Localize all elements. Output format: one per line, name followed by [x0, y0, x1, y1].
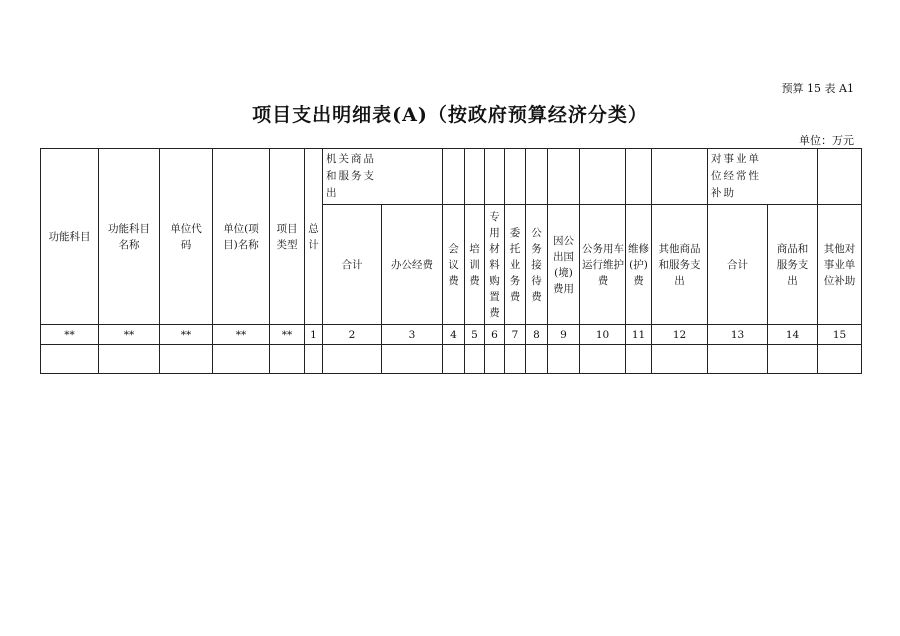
- unit-label: 单位：万元: [799, 134, 854, 147]
- header-group-subsidies: 对事业单位经常性补助: [708, 149, 818, 205]
- header-blank: [443, 149, 465, 205]
- table-cell: [160, 345, 213, 374]
- column-number-cell: 2: [323, 325, 382, 345]
- table-cell: [818, 345, 862, 374]
- header-special-materials: 专用材料购置费: [485, 205, 505, 325]
- header-blank: [548, 149, 580, 205]
- page-title: 项目支出明细表(A)（按政府预算经济分类）: [252, 104, 648, 126]
- table-cell: [99, 345, 160, 374]
- header-blank: [626, 149, 652, 205]
- column-number-cell: **: [270, 325, 305, 345]
- header-subsidy-goods-services: 商品和服务支出: [768, 205, 818, 325]
- column-number-cell: 4: [443, 325, 465, 345]
- column-number-cell: 12: [652, 325, 708, 345]
- header-func-subject-name: 功能科目名称: [99, 149, 160, 325]
- form-code: 预算 15 表 A1: [781, 82, 854, 95]
- header-blank: [652, 149, 708, 205]
- column-number-cell: 15: [818, 325, 862, 345]
- column-number-row: [41, 325, 862, 345]
- table-cell: [768, 345, 818, 374]
- table-cell: [652, 345, 708, 374]
- header-maintenance: 维修(护)费: [626, 205, 652, 325]
- table-cell: [323, 345, 382, 374]
- table-cell: [708, 345, 768, 374]
- header-row-1: [41, 149, 862, 205]
- header-func-subject: 功能科目: [41, 149, 99, 325]
- header-other-goods-services: 其他商品和服务支出: [652, 205, 708, 325]
- table-cell: [485, 345, 505, 374]
- table-cell: [526, 345, 548, 374]
- table-cell: [465, 345, 485, 374]
- header-blank: [465, 149, 485, 205]
- table-cell: [213, 345, 270, 374]
- column-number-cell: 13: [708, 325, 768, 345]
- header-office-expense: 办公经费: [382, 205, 443, 325]
- table-cell: [443, 345, 465, 374]
- column-number-cell: 3: [382, 325, 443, 345]
- table-cell: [626, 345, 652, 374]
- table-cell: [580, 345, 626, 374]
- header-vehicle-operation: 公务用车运行维护费: [580, 205, 626, 325]
- header-unit-code: 单位代码: [160, 149, 213, 325]
- column-number-cell: **: [213, 325, 270, 345]
- table-cell: [505, 345, 526, 374]
- column-number-cell: 9: [548, 325, 580, 345]
- column-number-cell: **: [99, 325, 160, 345]
- header-project-type: 项目类型: [270, 149, 305, 325]
- header-blank: [505, 149, 526, 205]
- column-number-cell: 1: [305, 325, 323, 345]
- header-subsidy-total: 合计: [708, 205, 768, 325]
- header-group-goods-services: 机关商品和服务支出: [323, 149, 443, 205]
- header-unit-name: 单位(项目)名称: [213, 149, 270, 325]
- column-number-cell: 5: [465, 325, 485, 345]
- table-cell: [548, 345, 580, 374]
- header-blank: [526, 149, 548, 205]
- column-number-cell: **: [41, 325, 99, 345]
- table-cell: [270, 345, 305, 374]
- header-commissioned-services: 委托业务费: [505, 205, 526, 325]
- table-cell: [41, 345, 99, 374]
- table-row: [41, 345, 862, 374]
- column-number-cell: 10: [580, 325, 626, 345]
- table-cell: [382, 345, 443, 374]
- table-cell: [305, 345, 323, 374]
- column-number-cell: 7: [505, 325, 526, 345]
- header-training-fee: 培训费: [465, 205, 485, 325]
- column-number-cell: 11: [626, 325, 652, 345]
- column-number-cell: 8: [526, 325, 548, 345]
- expenditure-table: [40, 148, 862, 374]
- header-total: 总计: [305, 149, 323, 325]
- header-other-subsidies: 其他对事业单位补助: [818, 205, 862, 325]
- header-blank: [818, 149, 862, 205]
- column-number-cell: 6: [485, 325, 505, 345]
- header-blank: [580, 149, 626, 205]
- header-subtotal: 合计: [323, 205, 382, 325]
- header-official-reception: 公务接待费: [526, 205, 548, 325]
- header-overseas-travel: 因公出国(境)费用: [548, 205, 580, 325]
- header-blank: [485, 149, 505, 205]
- column-number-cell: **: [160, 325, 213, 345]
- header-meeting-fee: 会议费: [443, 205, 465, 325]
- column-number-cell: 14: [768, 325, 818, 345]
